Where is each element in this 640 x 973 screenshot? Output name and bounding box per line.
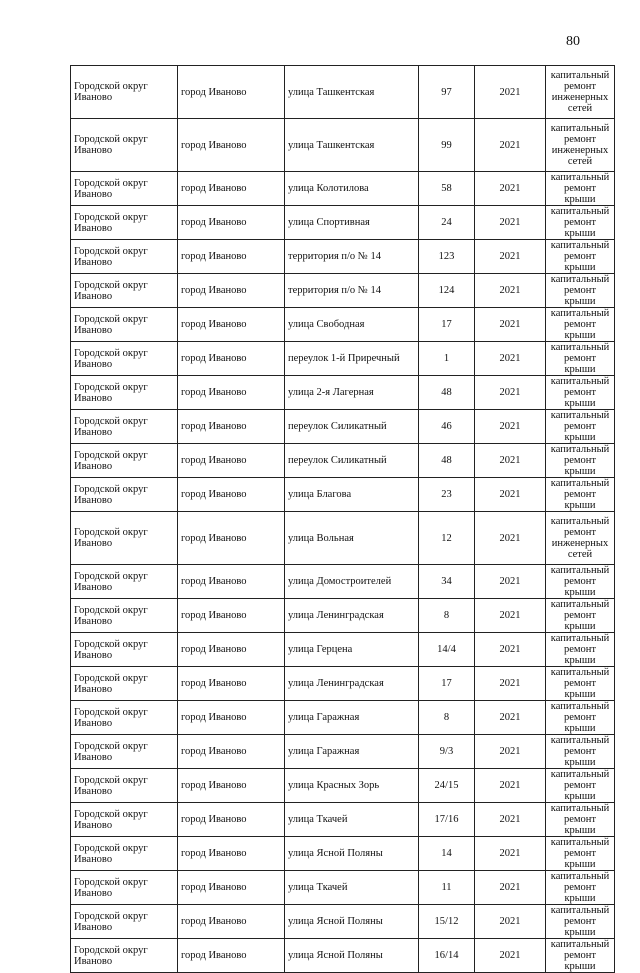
work-type-cell: капитальный ремонт крыши — [546, 206, 615, 240]
okrug-cell: Городской округ Иваново — [71, 512, 178, 565]
house-number-cell: 124 — [419, 274, 475, 308]
work-type-cell: капитальный ремонт инженерных сетей — [546, 66, 615, 119]
city-cell: город Иваново — [178, 871, 285, 905]
city-cell: город Иваново — [178, 206, 285, 240]
table-row — [71, 565, 615, 599]
year-cell: 2021 — [475, 308, 546, 342]
house-number-cell: 17 — [419, 667, 475, 701]
work-type-cell: капитальный ремонт крыши — [546, 871, 615, 905]
street-cell: улица 2-я Лагерная — [285, 376, 419, 410]
city-cell: город Иваново — [178, 803, 285, 837]
city-cell: город Иваново — [178, 119, 285, 172]
street-cell: улица Свободная — [285, 308, 419, 342]
year-cell: 2021 — [475, 410, 546, 444]
okrug-cell: Городской округ Иваново — [71, 565, 178, 599]
okrug-cell: Городской округ Иваново — [71, 206, 178, 240]
house-number-cell: 17 — [419, 308, 475, 342]
work-type-cell: капитальный ремонт крыши — [546, 274, 615, 308]
table-row — [71, 837, 615, 871]
house-number-cell: 14/4 — [419, 633, 475, 667]
street-cell: улица Ташкентская — [285, 66, 419, 119]
table-row — [71, 376, 615, 410]
house-number-cell: 12 — [419, 512, 475, 565]
work-type-cell: капитальный ремонт крыши — [546, 410, 615, 444]
year-cell: 2021 — [475, 633, 546, 667]
table-row — [71, 599, 615, 633]
year-cell: 2021 — [475, 240, 546, 274]
street-cell: улица Колотилова — [285, 172, 419, 206]
work-type-cell: капитальный ремонт крыши — [546, 905, 615, 939]
city-cell: город Иваново — [178, 274, 285, 308]
city-cell: город Иваново — [178, 478, 285, 512]
city-cell: город Иваново — [178, 701, 285, 735]
city-cell: город Иваново — [178, 735, 285, 769]
work-type-cell: капитальный ремонт инженерных сетей — [546, 119, 615, 172]
city-cell: город Иваново — [178, 444, 285, 478]
work-type-cell: капитальный ремонт крыши — [546, 444, 615, 478]
year-cell: 2021 — [475, 172, 546, 206]
okrug-cell: Городской округ Иваново — [71, 667, 178, 701]
work-type-cell: капитальный ремонт крыши — [546, 837, 615, 871]
city-cell: город Иваново — [178, 240, 285, 274]
year-cell: 2021 — [475, 599, 546, 633]
okrug-cell: Городской округ Иваново — [71, 308, 178, 342]
year-cell: 2021 — [475, 667, 546, 701]
house-number-cell: 24 — [419, 206, 475, 240]
table-row — [71, 769, 615, 803]
house-number-cell: 24/15 — [419, 769, 475, 803]
house-number-cell: 34 — [419, 565, 475, 599]
repair-table — [70, 65, 615, 973]
okrug-cell: Городской округ Иваново — [71, 274, 178, 308]
table-row — [71, 66, 615, 119]
okrug-cell: Городской округ Иваново — [71, 599, 178, 633]
street-cell: улица Спортивная — [285, 206, 419, 240]
year-cell: 2021 — [475, 342, 546, 376]
city-cell: город Иваново — [178, 66, 285, 119]
house-number-cell: 16/14 — [419, 939, 475, 973]
okrug-cell: Городской округ Иваново — [71, 444, 178, 478]
house-number-cell: 17/16 — [419, 803, 475, 837]
street-cell: улица Вольная — [285, 512, 419, 565]
table-row — [71, 342, 615, 376]
work-type-cell: капитальный ремонт крыши — [546, 172, 615, 206]
street-cell: переулок 1-й Приречный — [285, 342, 419, 376]
okrug-cell: Городской округ Иваново — [71, 871, 178, 905]
work-type-cell: капитальный ремонт крыши — [546, 240, 615, 274]
table-row — [71, 939, 615, 973]
street-cell: улица Ясной Поляны — [285, 837, 419, 871]
work-type-cell: капитальный ремонт крыши — [546, 342, 615, 376]
work-type-cell: капитальный ремонт крыши — [546, 769, 615, 803]
work-type-cell: капитальный ремонт крыши — [546, 599, 615, 633]
work-type-cell: капитальный ремонт крыши — [546, 376, 615, 410]
year-cell: 2021 — [475, 735, 546, 769]
house-number-cell: 14 — [419, 837, 475, 871]
table-row — [71, 172, 615, 206]
page-number: 80 — [566, 34, 580, 49]
house-number-cell: 15/12 — [419, 905, 475, 939]
city-cell: город Иваново — [178, 837, 285, 871]
house-number-cell: 48 — [419, 376, 475, 410]
house-number-cell: 8 — [419, 599, 475, 633]
table-row — [71, 735, 615, 769]
work-type-cell: капитальный ремонт крыши — [546, 478, 615, 512]
city-cell: город Иваново — [178, 172, 285, 206]
year-cell: 2021 — [475, 905, 546, 939]
work-type-cell: капитальный ремонт крыши — [546, 308, 615, 342]
street-cell: улица Благова — [285, 478, 419, 512]
year-cell: 2021 — [475, 66, 546, 119]
table-row — [71, 803, 615, 837]
okrug-cell: Городской округ Иваново — [71, 172, 178, 206]
street-cell: улица Ткачей — [285, 871, 419, 905]
table-row — [71, 701, 615, 735]
street-cell: улица Ташкентская — [285, 119, 419, 172]
street-cell: улица Ленинградская — [285, 667, 419, 701]
okrug-cell: Городской округ Иваново — [71, 119, 178, 172]
year-cell: 2021 — [475, 119, 546, 172]
okrug-cell: Городской округ Иваново — [71, 803, 178, 837]
table-row — [71, 308, 615, 342]
work-type-cell: капитальный ремонт крыши — [546, 803, 615, 837]
work-type-cell: капитальный ремонт крыши — [546, 735, 615, 769]
city-cell: город Иваново — [178, 939, 285, 973]
year-cell: 2021 — [475, 206, 546, 240]
year-cell: 2021 — [475, 512, 546, 565]
street-cell: переулок Силикатный — [285, 410, 419, 444]
street-cell: улица Ясной Поляны — [285, 939, 419, 973]
table-row — [71, 633, 615, 667]
house-number-cell: 97 — [419, 66, 475, 119]
okrug-cell: Городской округ Иваново — [71, 939, 178, 973]
table-row — [71, 512, 615, 565]
house-number-cell: 48 — [419, 444, 475, 478]
table-row — [71, 667, 615, 701]
table-row — [71, 871, 615, 905]
street-cell: улица Ясной Поляны — [285, 905, 419, 939]
okrug-cell: Городской округ Иваново — [71, 769, 178, 803]
house-number-cell: 123 — [419, 240, 475, 274]
street-cell: улица Герцена — [285, 633, 419, 667]
city-cell: город Иваново — [178, 769, 285, 803]
house-number-cell: 9/3 — [419, 735, 475, 769]
table-row — [71, 410, 615, 444]
house-number-cell: 99 — [419, 119, 475, 172]
street-cell: улица Гаражная — [285, 701, 419, 735]
street-cell: улица Ткачей — [285, 803, 419, 837]
house-number-cell: 58 — [419, 172, 475, 206]
city-cell: город Иваново — [178, 512, 285, 565]
house-number-cell: 1 — [419, 342, 475, 376]
okrug-cell: Городской округ Иваново — [71, 735, 178, 769]
street-cell: территория п/о № 14 — [285, 274, 419, 308]
street-cell: переулок Силикатный — [285, 444, 419, 478]
work-type-cell: капитальный ремонт инженерных сетей — [546, 512, 615, 565]
table-row — [71, 119, 615, 172]
city-cell: город Иваново — [178, 633, 285, 667]
city-cell: город Иваново — [178, 342, 285, 376]
year-cell: 2021 — [475, 478, 546, 512]
okrug-cell: Городской округ Иваново — [71, 837, 178, 871]
house-number-cell: 11 — [419, 871, 475, 905]
house-number-cell: 8 — [419, 701, 475, 735]
okrug-cell: Городской округ Иваново — [71, 342, 178, 376]
table-row — [71, 478, 615, 512]
okrug-cell: Городской округ Иваново — [71, 66, 178, 119]
street-cell: улица Красных Зорь — [285, 769, 419, 803]
street-cell: улица Ленинградская — [285, 599, 419, 633]
street-cell: территория п/о № 14 — [285, 240, 419, 274]
year-cell: 2021 — [475, 701, 546, 735]
street-cell: улица Домостроителей — [285, 565, 419, 599]
work-type-cell: капитальный ремонт крыши — [546, 633, 615, 667]
work-type-cell: капитальный ремонт крыши — [546, 939, 615, 973]
year-cell: 2021 — [475, 444, 546, 478]
work-type-cell: капитальный ремонт крыши — [546, 701, 615, 735]
work-type-cell: капитальный ремонт крыши — [546, 565, 615, 599]
house-number-cell: 23 — [419, 478, 475, 512]
city-cell: город Иваново — [178, 905, 285, 939]
okrug-cell: Городской округ Иваново — [71, 701, 178, 735]
city-cell: город Иваново — [178, 308, 285, 342]
city-cell: город Иваново — [178, 565, 285, 599]
okrug-cell: Городской округ Иваново — [71, 376, 178, 410]
table-row — [71, 905, 615, 939]
work-type-cell: капитальный ремонт крыши — [546, 667, 615, 701]
street-cell: улица Гаражная — [285, 735, 419, 769]
table-row — [71, 206, 615, 240]
table-body — [71, 66, 615, 973]
year-cell: 2021 — [475, 837, 546, 871]
city-cell: город Иваново — [178, 376, 285, 410]
city-cell: город Иваново — [178, 599, 285, 633]
table-row — [71, 274, 615, 308]
okrug-cell: Городской округ Иваново — [71, 478, 178, 512]
table-row — [71, 240, 615, 274]
year-cell: 2021 — [475, 769, 546, 803]
city-cell: город Иваново — [178, 410, 285, 444]
year-cell: 2021 — [475, 939, 546, 973]
year-cell: 2021 — [475, 871, 546, 905]
year-cell: 2021 — [475, 803, 546, 837]
year-cell: 2021 — [475, 274, 546, 308]
year-cell: 2021 — [475, 376, 546, 410]
house-number-cell: 46 — [419, 410, 475, 444]
okrug-cell: Городской округ Иваново — [71, 633, 178, 667]
okrug-cell: Городской округ Иваново — [71, 410, 178, 444]
table-row — [71, 444, 615, 478]
city-cell: город Иваново — [178, 667, 285, 701]
okrug-cell: Городской округ Иваново — [71, 240, 178, 274]
year-cell: 2021 — [475, 565, 546, 599]
okrug-cell: Городской округ Иваново — [71, 905, 178, 939]
